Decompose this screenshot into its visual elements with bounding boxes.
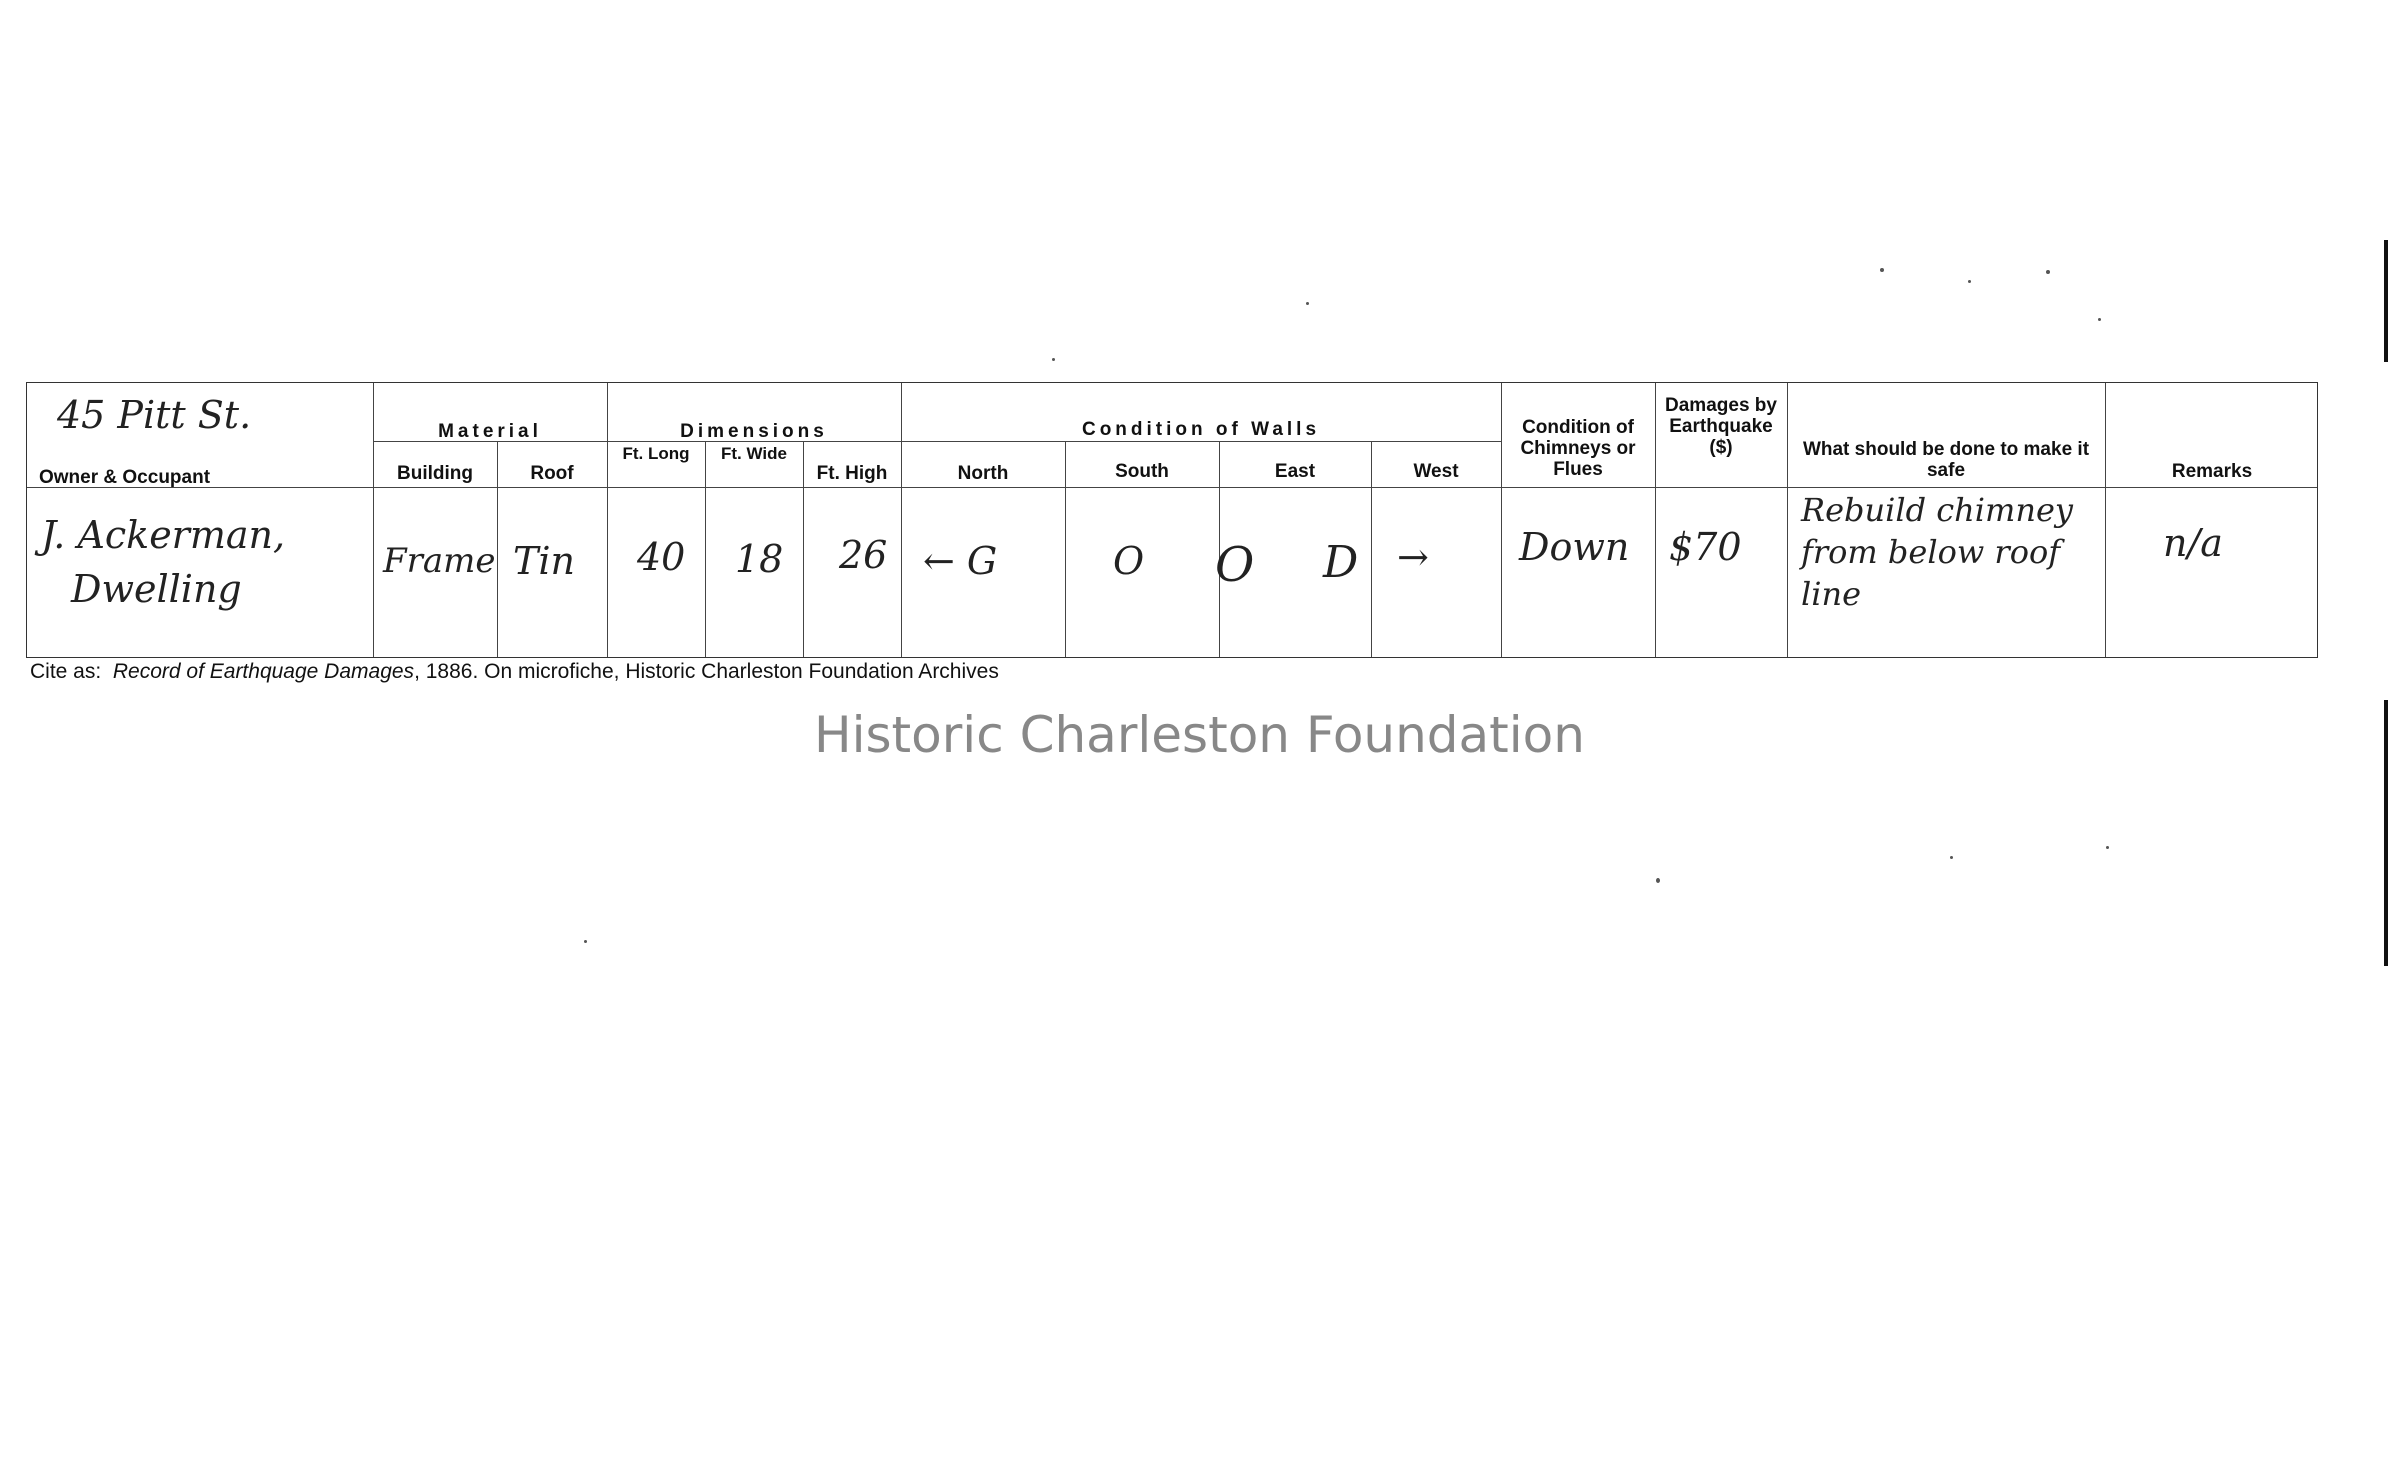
- scan-speck: [2106, 846, 2109, 849]
- ft-high-entry: 26: [839, 533, 888, 577]
- west-header: West: [1413, 461, 1459, 482]
- north-wall-entry: ← G: [923, 539, 998, 583]
- scan-speck: [1880, 268, 1884, 272]
- column-divider: [1655, 383, 1656, 657]
- header-row-rule: [27, 487, 2317, 488]
- scan-speck: [1306, 302, 1309, 305]
- ft-long-entry: 40: [637, 535, 686, 579]
- south-header: South: [1115, 461, 1169, 482]
- chimneys-header: Condition of Chimneys or Flues: [1520, 417, 1636, 480]
- remarks-entry: n/a: [2163, 521, 2223, 565]
- scan-speck: [1052, 358, 1055, 361]
- column-divider: [1787, 383, 1788, 657]
- scan-edge-mark-top: [2384, 240, 2388, 362]
- scan-speck: [1950, 856, 1953, 859]
- remarks-header: Remarks: [2171, 461, 2253, 482]
- damages-entry: $70: [1669, 525, 1742, 569]
- citation-line: [30, 660, 999, 684]
- address-entry: 45 Pitt St.: [57, 393, 252, 437]
- scan-speck: [2046, 270, 2050, 274]
- ft-high-header: Ft. High: [816, 463, 888, 484]
- ft-wide-header: Ft. Wide: [721, 444, 787, 463]
- owner-entry-line2: Dwelling: [71, 567, 242, 611]
- chimneys-entry: Down: [1519, 525, 1630, 569]
- east-wall-entry-d: D: [1323, 537, 1359, 588]
- south-wall-entry: O: [1113, 539, 1145, 583]
- building-header: Building: [397, 463, 473, 484]
- roof-header: Roof: [530, 463, 574, 484]
- scan-speck: [1968, 280, 1971, 283]
- west-wall-entry: →: [1397, 535, 1429, 579]
- what-done-header: What should be done to make it safe: [1802, 439, 2090, 481]
- scan-speck: [2098, 318, 2101, 321]
- cite-title: Record of Earthquage Damages: [112, 660, 415, 683]
- column-divider: [2105, 383, 2106, 657]
- scan-speck: [1656, 878, 1660, 883]
- building-entry: Frame: [383, 541, 496, 581]
- owner-entry-line1: J. Ackerman,: [41, 513, 286, 557]
- east-header: East: [1274, 461, 1316, 482]
- column-divider: [705, 441, 706, 657]
- dimensions-header: Dimensions: [680, 421, 828, 442]
- earthquake-damage-record-form: [26, 382, 2318, 658]
- north-header: North: [957, 463, 1009, 484]
- watermark: Historic Charleston Foundation: [814, 706, 1585, 764]
- cite-suffix: , 1886. On microfiche, Historic Charleston Foundation Archives: [414, 660, 999, 683]
- ft-wide-entry: 18: [735, 537, 784, 581]
- what-done-entry: Rebuild chimney from below roof line: [1801, 491, 2073, 613]
- roof-entry: Tin: [513, 539, 575, 583]
- scan-speck: [584, 940, 587, 943]
- damages-header: Damages by Earthquake ($): [1665, 395, 1777, 458]
- owner-header: Owner & Occupant: [39, 467, 211, 488]
- walls-header: Condition of Walls: [1081, 419, 1321, 440]
- column-divider: [1501, 383, 1502, 657]
- cite-prefix: Cite as:: [30, 660, 102, 683]
- material-header: Material: [438, 421, 542, 442]
- east-wall-entry-o: O: [1215, 537, 1255, 593]
- ft-long-header: Ft. Long: [622, 444, 690, 463]
